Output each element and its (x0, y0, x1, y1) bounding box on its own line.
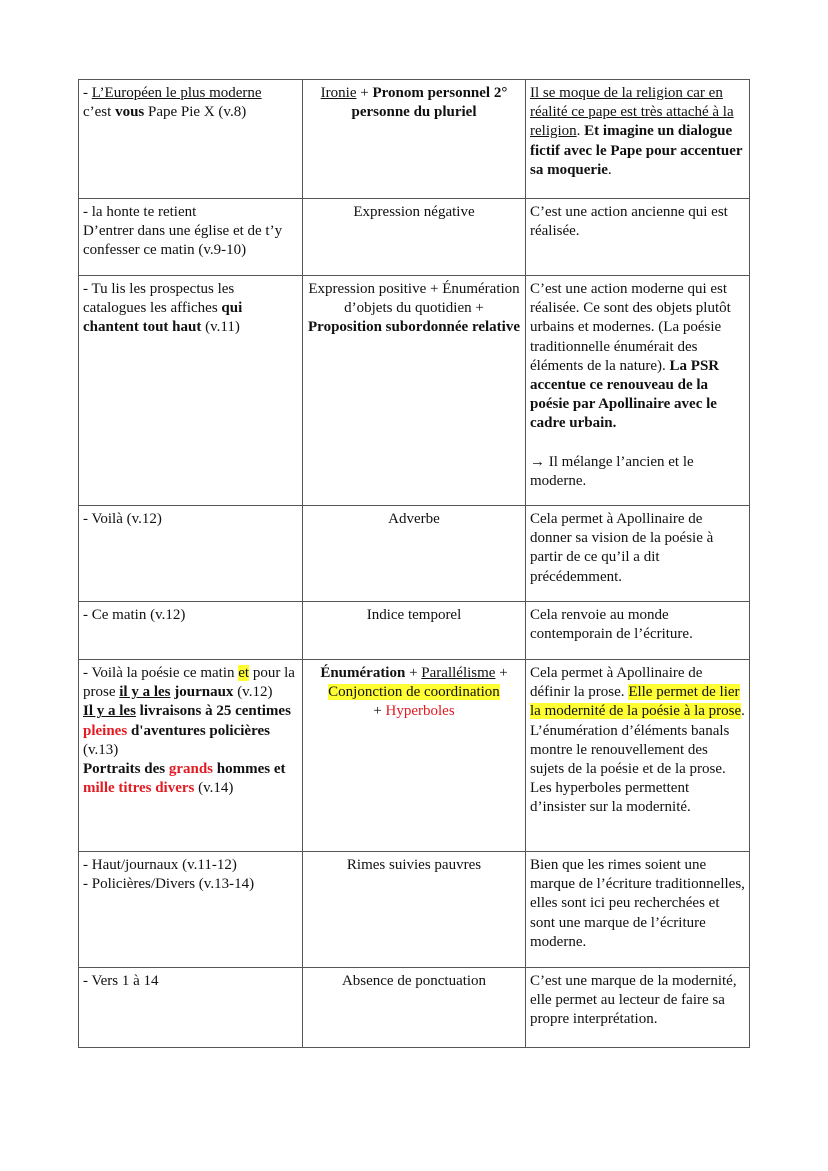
cell-text: - Voilà (v.12) (83, 511, 162, 527)
interpretation-cell (526, 80, 750, 199)
cell-text: C’est une action moderne qui est réalisée. Ce sont des objets plutôt urbains et modernes. (La poésie traditionnelle énumérait des éléments de la nature). (530, 281, 731, 374)
cell-text: Il se moque de la religion car en réalité ce pape est très attaché à la religion (530, 85, 734, 140)
cell-text: + (495, 665, 508, 681)
device-cell (303, 506, 526, 602)
cell-text: + (356, 85, 373, 101)
cell-text: - Tu lis les prospectus les catalogues les affiches (83, 281, 235, 317)
device-cell (303, 199, 526, 276)
cell-text: → Il mélange l’ancien et le moderne. (530, 453, 694, 489)
cell-text: vous (115, 104, 145, 121)
cell-text: Parallélisme (421, 665, 496, 681)
cell-text: (v.12) (233, 684, 273, 701)
quote-cell (79, 199, 303, 276)
cell-text: - la honte te retient (83, 204, 197, 220)
table-row (79, 968, 750, 1048)
interpretation-cell (526, 660, 750, 852)
cell-text: . (576, 123, 585, 140)
cell-text: - Ce matin (v.12) (83, 607, 186, 623)
interpretation-cell (526, 968, 750, 1048)
cell-text: qui chantent tout haut (83, 300, 243, 336)
quote-cell (79, 276, 303, 506)
interpretation-cell (526, 602, 750, 660)
cell-text: Rimes suivies pauvres (346, 857, 482, 873)
table-row (79, 80, 750, 199)
cell-text: Adverbe (388, 511, 440, 527)
quote-cell (79, 968, 303, 1048)
cell-text: Pape Pie X (v.8) (144, 104, 247, 121)
device-cell (303, 276, 526, 506)
cell-text: (v.13) (83, 741, 119, 758)
cell-text: Elle permet de lier la modernité de la poésie à la prose (530, 684, 742, 720)
cell-text: Expression positive + Énumération d’objets du quotidien + (308, 281, 520, 317)
cell-text: il y a les (119, 684, 171, 701)
cell-text: - Vers 1 à 14 (83, 973, 159, 989)
cell-text: La PSR accentue ce renouveau de la poésie par Apollinaire avec le cadre urbain. (530, 357, 720, 432)
device-cell (303, 852, 526, 968)
cell-text: mille titres divers (83, 780, 195, 797)
interpretation-cell (526, 852, 750, 968)
analysis-table (78, 79, 750, 1048)
cell-text: . (607, 161, 612, 178)
cell-text: C’est une action ancienne qui est réalisée. (530, 204, 728, 240)
cell-text: Bien que les rimes soient une marque de l’écriture traditionnelles, elles sont ici peu recherchées et sont une marque de l’écriture moderne. (530, 857, 745, 950)
cell-text: Cela permet à Apollinaire de donner sa vision de la poésie à partir de ce qu’il a dit précédemment. (530, 511, 714, 585)
cell-text: D’entrer dans une église et de t’y confesser ce matin (v.9-10) (83, 223, 283, 259)
cell-text: Cela permet à Apollinaire de définir la prose. (530, 665, 703, 701)
cell-text: hommes et (213, 761, 286, 778)
cell-text: grands (168, 761, 213, 778)
interpretation-cell (526, 199, 750, 276)
interpretation-cell (526, 276, 750, 506)
device-cell (303, 80, 526, 199)
device-cell (303, 660, 526, 852)
device-cell (303, 602, 526, 660)
cell-text: (v.14) (194, 780, 234, 797)
cell-text: Et imagine un dialogue fictif avec le Pape pour accentuer sa moquerie (530, 123, 743, 178)
cell-text: pour la prose (83, 665, 295, 701)
table-row (79, 199, 750, 276)
cell-text: L’Européen le plus moderne (91, 85, 262, 101)
quote-cell (79, 80, 303, 199)
table-row (79, 852, 750, 968)
cell-text: livraisons à 25 centimes (135, 703, 291, 720)
table-row (79, 276, 750, 506)
cell-text: pleines (83, 722, 128, 739)
quote-cell (79, 852, 303, 968)
cell-text: Conjonction de coordination (328, 684, 500, 701)
cell-text: - (83, 85, 92, 101)
cell-text: Absence de ponctuation (341, 973, 487, 989)
cell-text: Il y a les (83, 703, 136, 720)
cell-text: - Policières/Divers (v.13-14) (83, 876, 255, 893)
cell-text: Proposition subordonnée relative (308, 319, 520, 336)
cell-text: - Voilà la poésie ce matin (83, 665, 239, 681)
cell-text: Expression négative (353, 204, 475, 220)
interpretation-cell (526, 506, 750, 602)
quote-cell (79, 660, 303, 852)
cell-text: Portraits des (83, 761, 169, 778)
cell-text: . L’énumération d’éléments banals montre le renouvellement des sujets de la poésie et de la prose. Les hyperboles permettent d’insister sur la modernité. (530, 703, 745, 816)
cell-text: Ironie (320, 85, 357, 101)
device-cell (303, 968, 526, 1048)
cell-text: Pronom personnel 2° personne du pluriel (351, 85, 508, 121)
cell-text: journaux (170, 684, 234, 701)
table-row (79, 506, 750, 602)
cell-text: + (405, 665, 422, 681)
cell-text: Hyperboles (385, 703, 455, 720)
cell-text: c’est (83, 104, 116, 121)
cell-text: C’est une marque de la modernité, elle permet au lecteur de faire sa propre interprétation. (530, 973, 737, 1028)
cell-text: Indice temporel (366, 607, 462, 623)
table-row (79, 660, 750, 852)
quote-cell (79, 602, 303, 660)
quote-cell (79, 506, 303, 602)
cell-text: et (238, 665, 250, 681)
cell-text: Cela renvoie au monde contemporain de l’écriture. (530, 607, 693, 643)
cell-text: d'aventures policières (127, 722, 270, 739)
cell-text: - Haut/journaux (v.11-12) (83, 857, 237, 873)
cell-text: Énumération (320, 665, 406, 681)
cell-text: + (373, 703, 386, 720)
table-row (79, 602, 750, 660)
cell-text: (v.11) (201, 319, 240, 336)
